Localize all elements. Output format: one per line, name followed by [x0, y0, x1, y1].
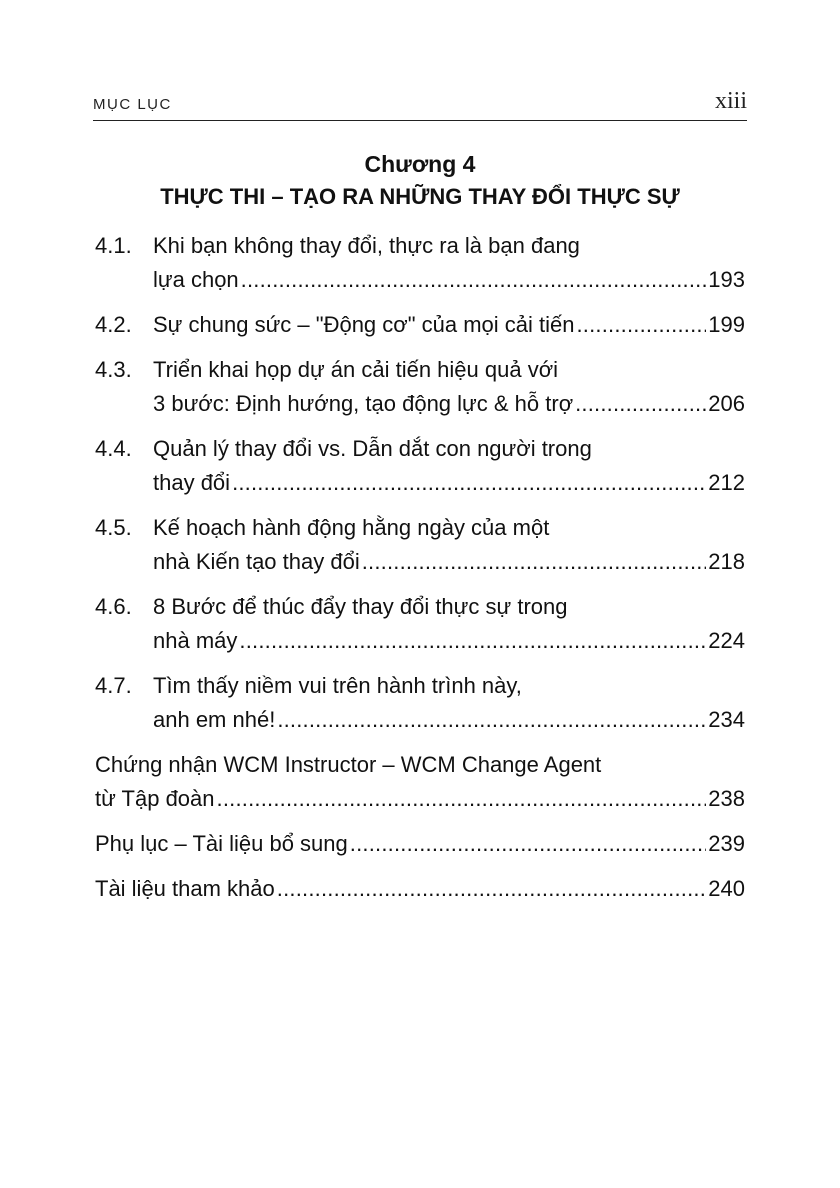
dot-leader — [241, 263, 707, 297]
chapter-label: Chương 4 — [364, 151, 476, 177]
entry-number: 4.6. — [95, 594, 132, 619]
dot-leader — [362, 545, 707, 579]
entry-title-continued: anh em nhé! — [153, 707, 276, 732]
entry-number: 4.2. — [95, 312, 132, 337]
entry-number: 4.4. — [95, 436, 132, 461]
entry-page: 218 — [708, 549, 745, 574]
entry-title: Phụ lục – Tài liệu bổ sung — [95, 831, 348, 856]
entry-page: 199 — [708, 312, 745, 337]
table-of-contents — [95, 229, 745, 917]
entry-number: 4.3. — [95, 357, 132, 382]
page-number: xiii — [714, 88, 747, 114]
entry-title-continued: thay đổi — [153, 470, 231, 495]
entry-title: Sự chung sức – "Động cơ" của mọi cải tiến — [153, 312, 575, 337]
dot-leader — [277, 872, 707, 906]
entry-title-continued: nhà Kiến tạo thay đổi — [153, 549, 360, 574]
entry-page: 239 — [708, 831, 745, 856]
entry-number: 4.1. — [95, 233, 132, 258]
toc-entry-4-6[interactable] — [95, 590, 745, 658]
toc-entry-4-5[interactable] — [95, 511, 745, 579]
entry-title: Kế hoạch hành động hằng ngày của một — [153, 515, 550, 540]
entry-page: 234 — [708, 707, 745, 732]
entry-page: 206 — [708, 391, 745, 416]
entry-number: 4.7. — [95, 673, 132, 698]
toc-entry-4-7[interactable] — [95, 669, 745, 737]
dot-leader — [217, 782, 707, 816]
entry-page: 240 — [708, 876, 745, 901]
running-header — [93, 88, 747, 121]
entry-title: 8 Bước để thúc đẩy thay đổi thực sự trong — [153, 594, 568, 619]
toc-entry-4-3[interactable] — [95, 353, 745, 421]
dot-leader — [576, 308, 706, 342]
entry-page: 193 — [708, 267, 745, 292]
entry-title-continued: nhà máy — [153, 628, 238, 653]
entry-page: 224 — [708, 628, 745, 653]
toc-entry-appendix[interactable] — [95, 827, 745, 861]
chapter-title: THỰC THI – TẠO RA NHỮNG THAY ĐỔI THỰC SỰ — [160, 184, 680, 209]
dot-leader — [575, 387, 706, 421]
toc-entry-references[interactable] — [95, 872, 745, 906]
running-title: MỤC LỤC — [93, 96, 172, 113]
dot-leader — [239, 624, 706, 658]
entry-page: 238 — [708, 786, 745, 811]
toc-entry-4-4[interactable] — [95, 432, 745, 500]
entry-page: 212 — [708, 470, 745, 495]
entry-title-continued: 3 bước: Định hướng, tạo động lực & hỗ trợ — [153, 391, 574, 416]
entry-title: Chứng nhận WCM Instructor – WCM Change Agent — [95, 752, 602, 777]
entry-title: Tài liệu tham khảo — [95, 876, 275, 901]
entry-title: Triển khai họp dự án cải tiến hiệu quả với — [153, 357, 559, 382]
entry-number: 4.5. — [95, 515, 132, 540]
entry-title-continued: từ Tập đoàn — [95, 786, 215, 811]
toc-entry-4-1[interactable] — [95, 229, 745, 297]
dot-leader — [277, 703, 706, 737]
dot-leader — [350, 827, 707, 861]
entry-title-continued: lựa chọn — [153, 267, 239, 292]
entry-title: Khi bạn không thay đổi, thực ra là bạn đang — [153, 233, 580, 258]
toc-entry-4-2[interactable] — [95, 308, 745, 342]
dot-leader — [232, 466, 706, 500]
entry-title: Tìm thấy niềm vui trên hành trình này, — [153, 673, 522, 698]
entry-title: Quản lý thay đổi vs. Dẫn dắt con người trong — [153, 436, 592, 461]
toc-entry-certification[interactable] — [95, 748, 745, 816]
